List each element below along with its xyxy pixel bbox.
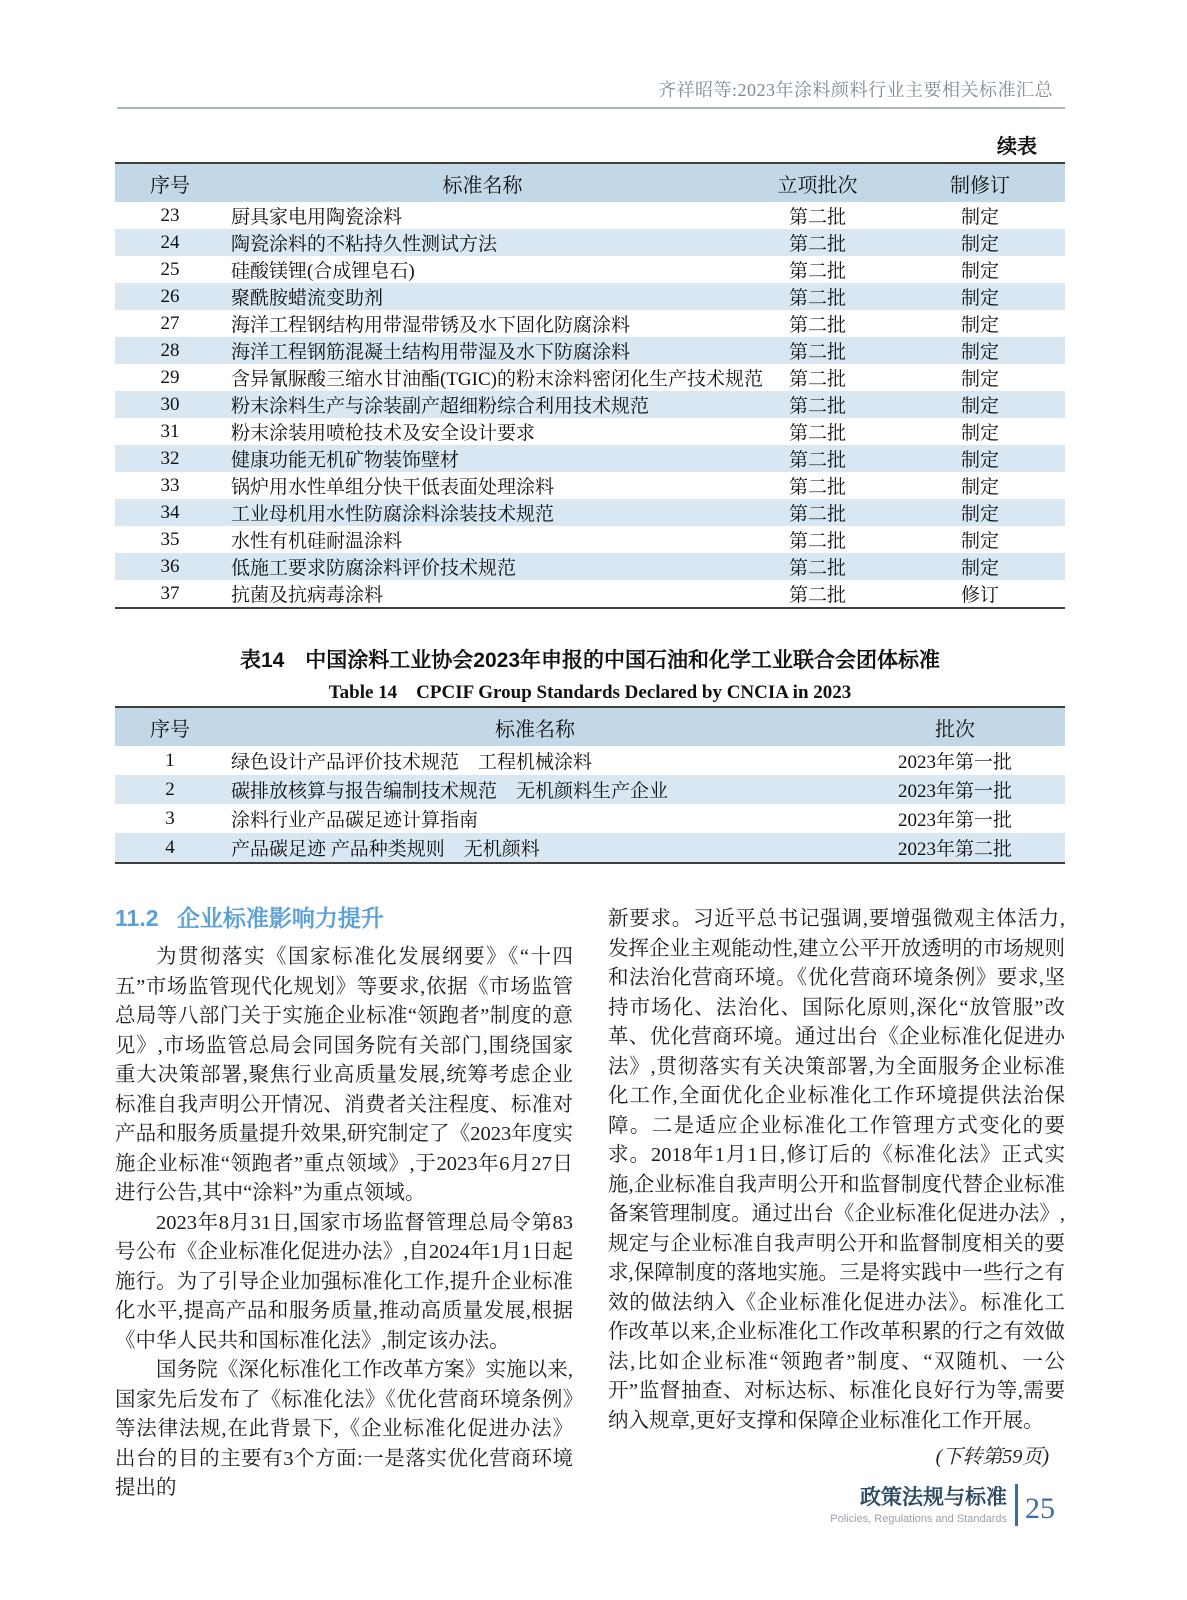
table-cell: 制定 bbox=[895, 445, 1065, 472]
footer-divider-bar bbox=[1015, 1484, 1018, 1526]
table-cell: 37 bbox=[160, 582, 180, 604]
table-cell: 2023年第一批 bbox=[845, 775, 1065, 804]
table-row bbox=[115, 526, 1065, 553]
page-number: 25 bbox=[1025, 1492, 1055, 1525]
footer-section-titles bbox=[830, 1486, 1007, 1525]
table-cell: 低施工要求防腐涂料评价技术规范 bbox=[225, 553, 740, 580]
table-row bbox=[115, 391, 1065, 418]
table-cell: 海洋工程钢结构用带湿带锈及水下固化防腐涂料 bbox=[231, 315, 631, 336]
table-row bbox=[115, 256, 1065, 283]
table-cell: 2023年第二批 bbox=[845, 833, 1065, 863]
table-row bbox=[115, 775, 1065, 804]
section-number: 11.2 bbox=[115, 905, 159, 931]
table-cell: 海洋工程钢筋混凝土结构用带湿及水下防腐涂料 bbox=[225, 337, 740, 364]
table-cell: 第二批 bbox=[788, 477, 846, 498]
table-cell: 陶瓷涂料的不粘持久性测试方法 bbox=[225, 229, 740, 256]
table-row bbox=[115, 804, 1065, 833]
paragraph: 新要求。习近平总书记强调,要增强微观主体活力,发挥企业主观能动性,建立公平开放透明的市场规则和法治化营商环境。《优化营商环境条例》要求,坚持市场化、法治化、国际化原则,深化“放管服”改革、优化营商环境。通过出台《企业标准化促进办法》,贯彻落实有关决策部署,为全面服务企业标准化工作,全面优化企业标准化工作环境提供法治保障。二是适应企业标准化工作管理方式变化的要求。2018年1月1日,修订后的《标准化法》正式实施,企业标准自我声明公开和监督制度代替企业标准备案管理制度。通过出台《企业标准化促进办法》,规定与企业标准自我声明公开和监督制度相关的要求,保障制度的落地实施。三是将实践中一些行之有效的做法纳入《企业标准化促进办法》。标准化工作改革以来,企业标准化工作改革积累的行之有效做法,比如企业标准“领跑者”制度、“双随机、一公开”监督抽查、对标达标、标准化良好行为等,需要纳入规章,更好支撑和保障企业标准化工作开展。 bbox=[608, 908, 1065, 1432]
table-row bbox=[115, 499, 1065, 526]
table-cell: 4 bbox=[115, 833, 225, 863]
table-cell: 31 bbox=[160, 420, 180, 442]
table-cell: 第二批 bbox=[740, 337, 895, 364]
table-cell: 24 bbox=[115, 229, 225, 256]
table-cell: 锅炉用水性单组分快干低表面处理涂料 bbox=[231, 477, 555, 498]
table-cell: 工业母机用水性防腐涂料涂装技术规范 bbox=[225, 499, 740, 526]
table-cell: 第二批 bbox=[788, 423, 846, 444]
table-cell: 绿色设计产品评价技术规范 工程机械涂料 bbox=[231, 752, 593, 773]
table-cell: 30 bbox=[115, 391, 225, 418]
table-cell: 制定 bbox=[895, 337, 1065, 364]
table-continued-label: 续表 bbox=[997, 136, 1037, 158]
table-cell: 制定 bbox=[895, 229, 1065, 256]
footer-section-title-zh: 政策法规与标准 bbox=[860, 1485, 1007, 1509]
running-head: 齐祥昭等:2023年涂料颜料行业主要相关标准汇总 bbox=[658, 80, 1053, 100]
table-row bbox=[115, 472, 1065, 499]
column-header-seq: 序号 bbox=[115, 707, 225, 746]
table-cell: 第二批 bbox=[740, 553, 895, 580]
footer-section-title-en: Policies, Regulations and Standards bbox=[830, 1512, 1007, 1525]
table-cell: 35 bbox=[160, 528, 180, 550]
table-cell: 3 bbox=[165, 807, 175, 829]
table-cell: 26 bbox=[115, 283, 225, 310]
table-cell: 粉末涂料生产与涂装副产超细粉综合利用技术规范 bbox=[225, 391, 740, 418]
column-header-standard-name: 标准名称 bbox=[225, 163, 740, 202]
continuation-note: (下转第59页) bbox=[935, 1446, 1049, 1468]
table-cell: 23 bbox=[160, 204, 180, 226]
table-cell: 第二批 bbox=[740, 283, 895, 310]
table-cell: 第二批 bbox=[788, 261, 846, 282]
table-cell: 制定 bbox=[895, 283, 1065, 310]
table-cell: 制定 bbox=[895, 553, 1065, 580]
table-cell: 第二批 bbox=[788, 207, 846, 228]
body-column-right bbox=[608, 905, 1065, 1469]
section-heading bbox=[115, 903, 573, 933]
table-cell: 厨具家电用陶瓷涂料 bbox=[231, 207, 403, 228]
body-column-left bbox=[115, 903, 573, 1504]
table-cell: 1 bbox=[165, 749, 175, 771]
table-cell: 32 bbox=[115, 445, 225, 472]
table-cell: 29 bbox=[160, 366, 180, 388]
table-cell: 修订 bbox=[960, 585, 999, 606]
table-cell: 36 bbox=[115, 553, 225, 580]
table14-title-zh: 表14 中国涂料工业协会2023年申报的中国石油和化学工业联合会团体标准 bbox=[239, 649, 941, 672]
table-cell: 制定 bbox=[960, 477, 999, 498]
table-cell: 健康功能无机矿物装饰壁材 bbox=[225, 445, 740, 472]
table-body bbox=[115, 202, 1065, 608]
header-divider bbox=[117, 107, 1065, 109]
column-header-standard-name: 标准名称 bbox=[225, 707, 845, 746]
column-header-seq: 序号 bbox=[115, 163, 225, 202]
table-cell: 制定 bbox=[960, 423, 999, 444]
table-cell: 制定 bbox=[960, 369, 999, 390]
table-cell: 第二批 bbox=[740, 499, 895, 526]
paragraph: 国务院《深化标准化工作改革方案》实施以来,国家先后发布了《标准化法》《优化营商环境条例》等法律法规,在此背景下,《企业标准化促进办法》出台的目的主要有3个方面:一是落实优化营商环境提出的 bbox=[115, 1359, 573, 1499]
standards-table-continued bbox=[115, 162, 1065, 609]
paragraph: 2023年8月31日,国家市场监督管理总局令第83号公布《企业标准化促进办法》,自2024年1月1日起施行。为了引导企业加强标准化工作,提升企业标准化水平,提高产品和服务质量,推动高质量发展,根据《中华人民共和国标准化法》,制定该办法。 bbox=[115, 1211, 573, 1352]
table-row bbox=[115, 364, 1065, 391]
table-cell: 第二批 bbox=[788, 585, 846, 606]
table-cell: 2023年第一批 bbox=[897, 810, 1012, 831]
column-header-batch: 批次 bbox=[845, 707, 1065, 746]
table-cell: 25 bbox=[160, 258, 180, 280]
column-header-revision-type: 制修订 bbox=[895, 163, 1065, 202]
table-row bbox=[115, 445, 1065, 472]
paragraph: 为贯彻落实《国家标准化发展纲要》《“十四五”市场监管现代化规划》等要求,依据《市场监管总局等八部门关于实施企业标准“领跑者”制度的意见》,市场监管总局会同国务院有关部门,围绕国家重大决策部署,聚焦行业高质量发展,统筹考虑企业标准自我声明公开情况、消费者关注程度、标准对产品和服务质量提升效果,研究制定了《2023年度实施企业标准“领跑者”重点领域》,于2023年6月27日进行公告,其中“涂料”为重点领域。 bbox=[115, 946, 573, 1204]
table-cell: 第二批 bbox=[740, 445, 895, 472]
table-row bbox=[115, 833, 1065, 863]
table-cell: 抗菌及抗病毒涂料 bbox=[231, 585, 384, 606]
table-row bbox=[115, 337, 1065, 364]
table-body bbox=[115, 746, 1065, 863]
column-header-batch: 立项批次 bbox=[740, 163, 895, 202]
table-row bbox=[115, 553, 1065, 580]
table-cell: 制定 bbox=[960, 531, 999, 552]
table-header-row bbox=[115, 163, 1065, 202]
table-cell: 第二批 bbox=[788, 315, 846, 336]
cpcif-group-standards-table bbox=[115, 706, 1065, 864]
table-row bbox=[115, 746, 1065, 775]
table-cell: 第二批 bbox=[740, 391, 895, 418]
table-row bbox=[115, 310, 1065, 337]
table-cell: 硅酸镁锂(合成锂皂石) bbox=[231, 261, 415, 282]
page-footer bbox=[830, 1484, 1055, 1526]
section-title: 企业标准影响力提升 bbox=[176, 905, 384, 931]
table-cell: 2 bbox=[115, 775, 225, 804]
table-row bbox=[115, 283, 1065, 310]
table-cell: 34 bbox=[115, 499, 225, 526]
table-cell: 33 bbox=[160, 474, 180, 496]
table-cell: 制定 bbox=[960, 315, 999, 336]
table-cell: 27 bbox=[160, 312, 180, 334]
table-cell: 制定 bbox=[895, 499, 1065, 526]
table14-title-en: Table 14 CPCIF Group Standards Declared by CNCIA in 2023 bbox=[328, 682, 852, 703]
table-cell: 28 bbox=[115, 337, 225, 364]
table-cell: 含异氰脲酸三缩水甘油酯(TGIC)的粉末涂料密闭化生产技术规范 bbox=[231, 369, 763, 390]
table-cell: 聚酰胺蜡流变助剂 bbox=[225, 283, 740, 310]
table-cell: 产品碳足迹 产品种类规则 无机颜料 bbox=[225, 833, 845, 863]
table-cell: 第二批 bbox=[740, 229, 895, 256]
table-cell: 制定 bbox=[960, 261, 999, 282]
table-cell: 水性有机硅耐温涂料 bbox=[231, 531, 403, 552]
table-cell: 碳排放核算与报告编制技术规范 无机颜料生产企业 bbox=[225, 775, 845, 804]
table-cell: 涂料行业产品碳足迹计算指南 bbox=[231, 810, 479, 831]
table-cell: 第二批 bbox=[788, 531, 846, 552]
table-cell: 第二批 bbox=[788, 369, 846, 390]
table-row bbox=[115, 229, 1065, 256]
table-header-row bbox=[115, 707, 1065, 746]
page-content bbox=[115, 0, 1065, 1600]
table-cell: 制定 bbox=[895, 391, 1065, 418]
table-cell: 制定 bbox=[960, 207, 999, 228]
table-cell: 粉末涂装用喷枪技术及安全设计要求 bbox=[231, 423, 536, 444]
table-row bbox=[115, 580, 1065, 608]
table-cell: 2023年第一批 bbox=[897, 752, 1012, 773]
table-row bbox=[115, 418, 1065, 445]
table-row bbox=[115, 202, 1065, 229]
